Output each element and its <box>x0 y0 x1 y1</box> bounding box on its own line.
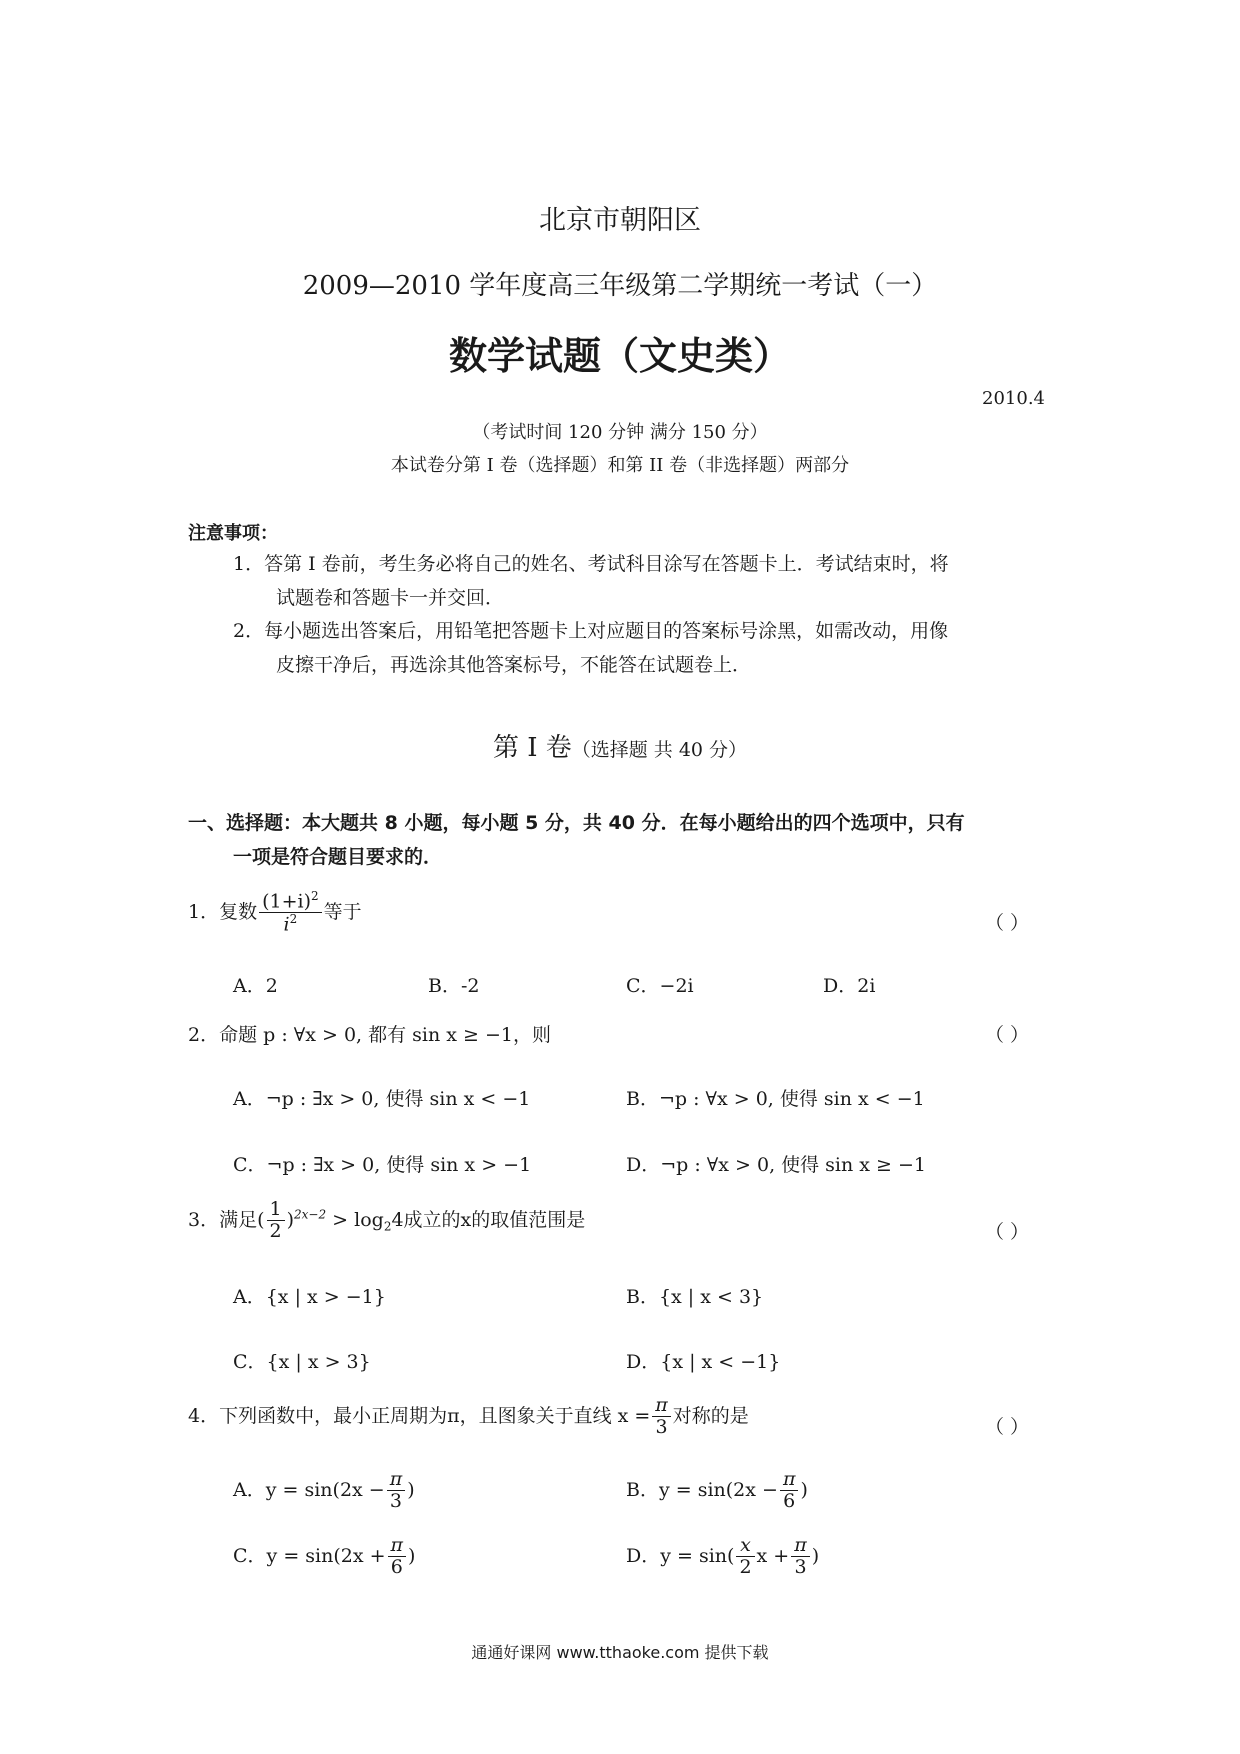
question-4-prefix: 下列函数中，最小正周期为π，且图象关于直线 x = <box>219 1404 651 1427</box>
question-4 <box>188 1396 749 1438</box>
q3-option-a: A．{x | x > −1} <box>233 1286 386 1308</box>
question-3-number: 3． <box>188 1208 220 1231</box>
q4-d-den: 3 <box>794 1555 807 1578</box>
question-2-number: 2． <box>188 1024 220 1046</box>
question-4-fraction <box>652 1396 671 1438</box>
q4-b-pre: y = sin(2x − <box>658 1478 778 1501</box>
question-4-suffix: 对称的是 <box>672 1404 749 1427</box>
q2-option-a: A．¬p : ∃x > 0, 使得 sin x < −1 <box>233 1088 531 1110</box>
section-subtitle: （选择题 共 40 分） <box>571 739 748 761</box>
note-2-line-1: 2．每小题选出答案后，用铅笔把答题卡上对应题目的答案标号涂黑，如需改动，用像 <box>233 620 949 642</box>
question-3-fraction <box>267 1200 285 1242</box>
question-3-prefix: 满足( <box>219 1208 265 1231</box>
instruction-line-2: 一项是符合题目要求的． <box>233 846 443 868</box>
q1-option-a: A．2 <box>233 975 278 997</box>
subject-title: 数学试题（文史类） <box>448 334 791 378</box>
note-2-line-2: 皮擦干净后，再选涂其他答案标号，不能答在试题卷上． <box>276 654 752 676</box>
q4-frac-den: 3 <box>655 1415 668 1438</box>
q4-b-fraction <box>780 1470 799 1512</box>
q1-option-d: D．2i <box>823 975 876 997</box>
q4-d-den1: 2 <box>739 1555 752 1578</box>
q3-log-base: 2 <box>383 1219 392 1234</box>
instruction-line-1: 一、选择题：本大题共 8 小题，每小题 5 分，共 40 分．在每小题给出的四个选项中，只有 <box>188 812 965 834</box>
q4-c-den: 6 <box>390 1555 403 1578</box>
question-1-prefix: 复数 <box>219 900 258 923</box>
question-1 <box>188 890 362 935</box>
q4-d-post: ) <box>811 1544 820 1567</box>
q4-b-post: ) <box>800 1478 808 1501</box>
q4-b-num: π <box>780 1470 799 1491</box>
question-1-suffix: 等于 <box>323 900 362 923</box>
question-2 <box>188 1020 551 1047</box>
section-name: 第 I 卷 <box>492 733 572 763</box>
q4-option-b <box>626 1470 808 1512</box>
q4-b-den: 6 <box>783 1489 796 1512</box>
q4-d-num: π <box>791 1536 810 1557</box>
q4-d-num1: x <box>736 1536 754 1557</box>
q4-d-mid: x + <box>756 1544 790 1567</box>
q3-option-d: D．{x | x < −1} <box>626 1351 781 1373</box>
answer-paren-1[interactable]: （ ） <box>985 912 1030 934</box>
q2-option-d: D．¬p : ∀x > 0, 使得 sin x ≥ −1 <box>626 1154 927 1176</box>
answer-paren-2[interactable]: （ ） <box>985 1024 1030 1046</box>
q1-option-b: B．-2 <box>428 975 480 997</box>
q3-frac-den: 2 <box>269 1219 282 1242</box>
q4-c-post: ) <box>408 1544 416 1567</box>
q2-option-c: C．¬p : ∃x > 0, 使得 sin x > −1 <box>233 1154 532 1176</box>
answer-paren-3[interactable]: （ ） <box>985 1221 1030 1243</box>
exam-title: 2009—2010 学年度高三年级第二学期统一考试（一） <box>302 271 938 301</box>
q4-c-label: C． <box>233 1544 267 1567</box>
q3-exponent: 2x−2 <box>294 1207 327 1222</box>
q1-frac-num-sup: 2 <box>311 889 319 903</box>
q4-d-label: D． <box>626 1544 661 1567</box>
q4-b-label: B． <box>626 1478 659 1501</box>
q4-option-d <box>626 1536 819 1578</box>
q1-option-c: C．−2i <box>626 975 694 997</box>
q4-a-post: ) <box>407 1478 415 1501</box>
q4-d-fraction-1 <box>736 1536 754 1578</box>
q1-frac-num: (1+i) <box>262 890 312 913</box>
q3-frac-num: 1 <box>267 1200 285 1221</box>
q3-option-c: C．{x | x > 3} <box>233 1351 371 1373</box>
q4-a-num: π <box>387 1470 406 1491</box>
note-1-line-1: 1．答第 I 卷前，考生务必将自己的姓名、考试科目涂写在答题卡上．考试结束时，将 <box>233 553 949 575</box>
q4-c-num: π <box>388 1536 407 1557</box>
time-score: （考试时间 120 分钟 满分 150 分） <box>472 422 768 443</box>
q4-c-fraction <box>388 1536 407 1578</box>
q1-frac-den-sup: 2 <box>289 912 298 927</box>
question-4-number: 4． <box>188 1404 220 1427</box>
q4-frac-num: π <box>652 1396 671 1417</box>
question-1-number: 1． <box>188 900 220 923</box>
q4-d-fraction-2 <box>791 1536 810 1578</box>
section-title <box>0 727 1240 764</box>
q4-d-pre: y = sin( <box>660 1544 735 1567</box>
q4-a-pre: y = sin(2x − <box>265 1478 385 1501</box>
notes-title: 注意事项： <box>188 523 278 544</box>
q2-option-b: B．¬p : ∀x > 0, 使得 sin x < −1 <box>626 1088 925 1110</box>
district-title: 北京市朝阳区 <box>539 205 701 236</box>
question-3-suffix: 4成立的x的取值范围是 <box>391 1208 586 1231</box>
paper-structure: 本试卷分第 I 卷（选择题）和第 II 卷（非选择题）两部分 <box>390 455 850 476</box>
q4-option-c <box>233 1536 415 1578</box>
q4-option-a <box>233 1470 415 1512</box>
question-1-fraction <box>259 890 322 935</box>
answer-paren-4[interactable]: （ ） <box>985 1416 1030 1438</box>
q4-a-den: 3 <box>389 1489 403 1512</box>
footer-source: 通通好课网 www.tthaoke.com 提供下载 <box>471 1643 769 1662</box>
question-2-stem: 命题 p : ∀x > 0, 都有 sin x ≥ −1，则 <box>219 1024 551 1046</box>
q4-a-fraction <box>387 1470 406 1512</box>
q4-a-label: A． <box>233 1478 266 1501</box>
q1-frac-den: i <box>283 913 290 936</box>
exam-date: 2010.4 <box>982 388 1045 409</box>
question-3: 3．满足( $\frac{1}{2}$ )$^{2x-2} > \log_24$成立的x的取值范围是 <box>188 1198 586 1242</box>
q4-c-pre: y = sin(2x + <box>266 1544 386 1567</box>
q3-option-b: B．{x | x < 3} <box>626 1286 764 1308</box>
question-3-middle: > log <box>332 1208 384 1231</box>
note-1-line-2: 试题卷和答题卡一并交回． <box>276 587 505 609</box>
